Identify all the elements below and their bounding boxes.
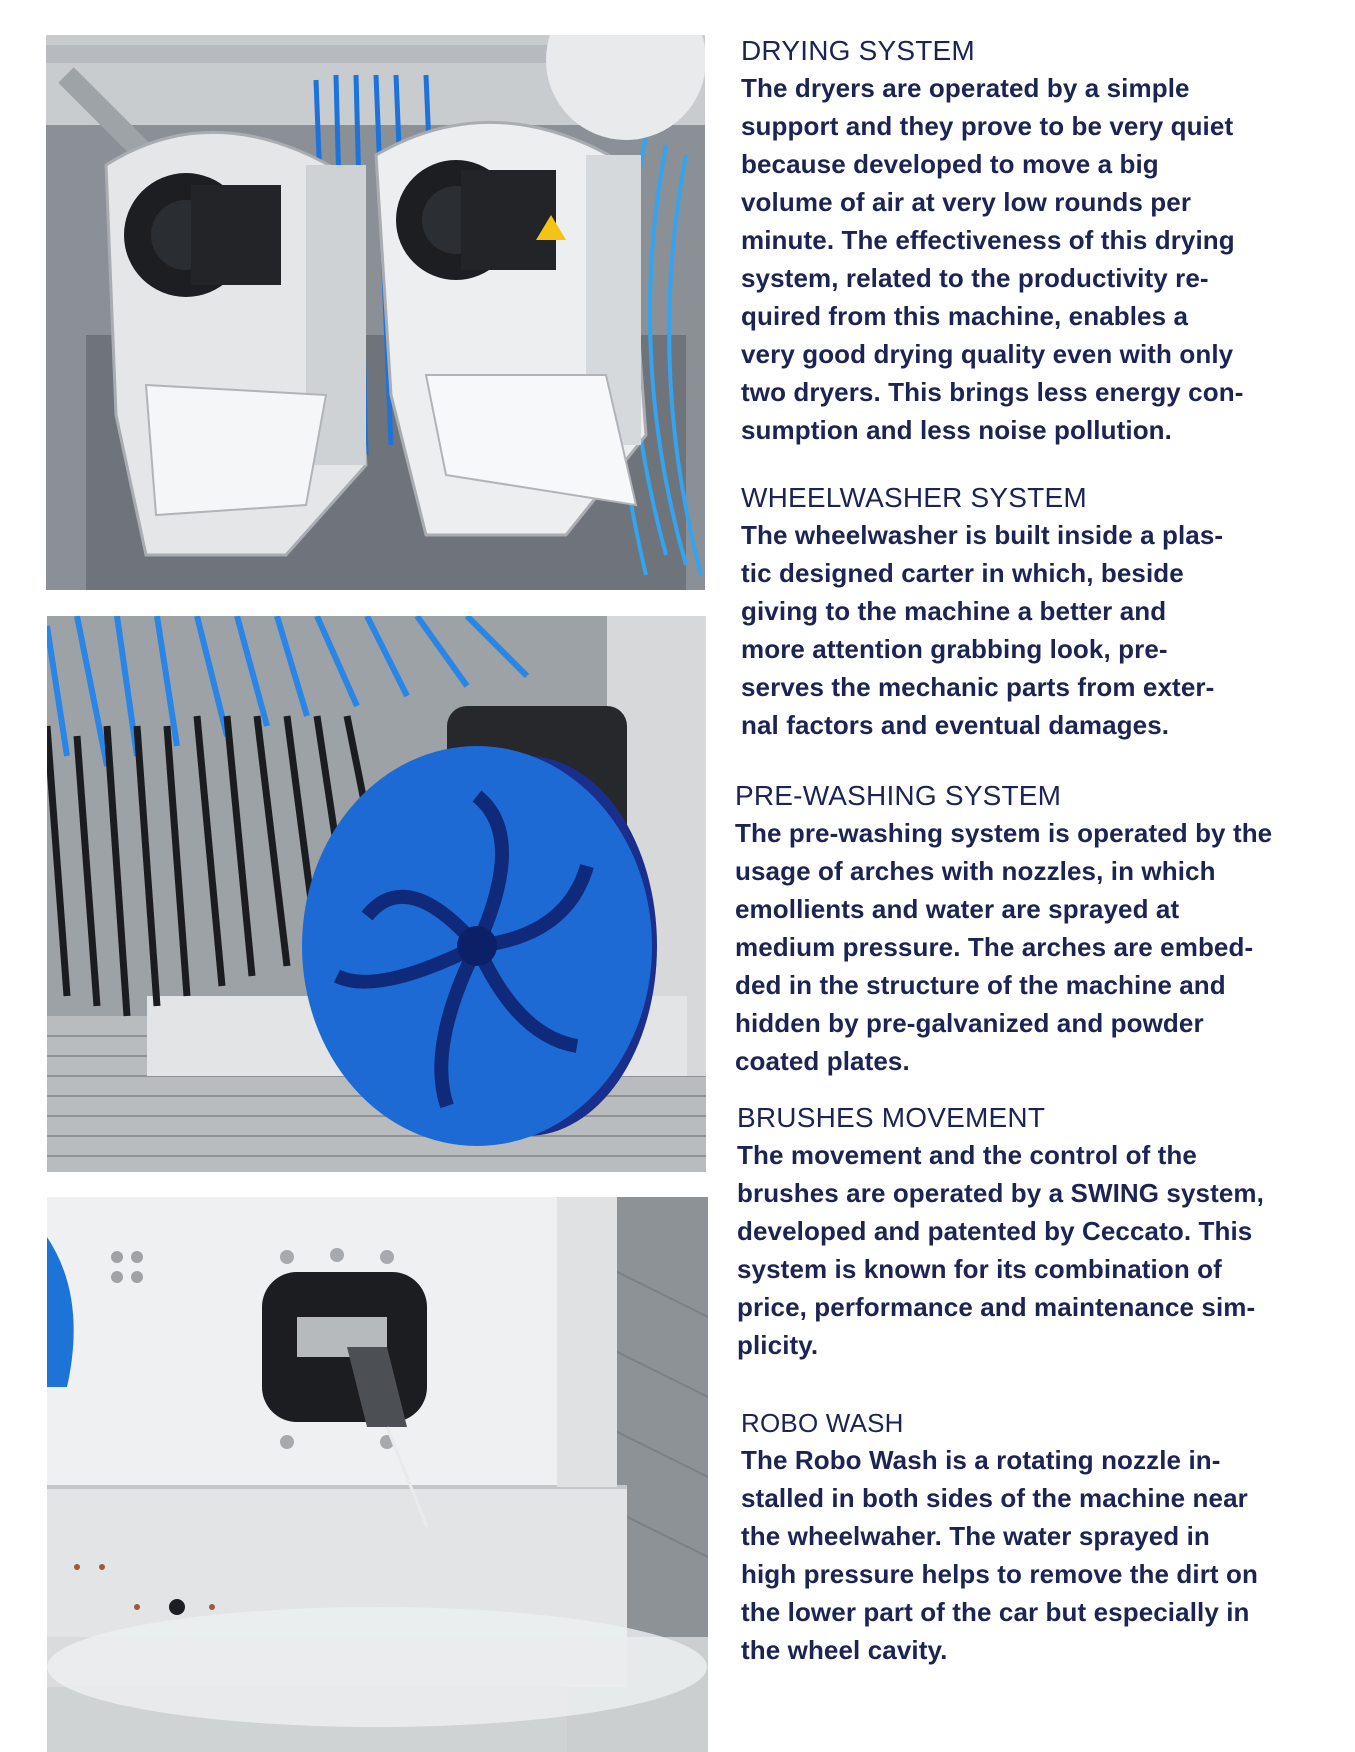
drying-system-heading: DRYING SYSTEM [741, 35, 975, 66]
brush-photo [47, 616, 706, 1172]
drying-system-body: The dryers are operated by a simple support and they prove to be very quiet because developed to move a big volume of air at very low rounds per minute. The effectiveness of this drying system, related to the productivity re- quired from this machine, enables a very good drying quality even with only two dryers. This brings less energy con- sumption and less noise pollution. [741, 73, 1244, 445]
brushes-movement-heading: BRUSHES MOVEMENT [737, 1102, 1046, 1133]
robo-wash-nozzle-photo-icon [47, 1197, 708, 1752]
section-wheelwasher-system [741, 480, 1223, 744]
wheel-brush-photo-icon [47, 616, 706, 1172]
dryers-photo [46, 35, 705, 590]
dryer-fans-photo-icon [46, 35, 705, 590]
brushes-movement-body: The movement and the control of the brushes are operated by a SWING system, developed and patented by Ceccato. This system is known for its combination of price, performance and maintenance sim- plicity. [737, 1140, 1264, 1360]
section-drying-system [741, 33, 1243, 449]
prewashing-system-heading: PRE-WASHING SYSTEM [735, 780, 1062, 811]
nozzle-photo [47, 1197, 708, 1752]
section-robo-wash [741, 1405, 1258, 1669]
robo-wash-body: The Robo Wash is a rotating nozzle in- stalled in both sides of the machine near the wheelwaher. The water sprayed in high pressure helps to remove the dirt on the lower part of the car but especially in the wheel cavity. [741, 1445, 1258, 1665]
section-brushes-movement [737, 1100, 1264, 1364]
section-prewashing-system [735, 778, 1272, 1080]
robo-wash-heading: ROBO WASH [741, 1408, 904, 1438]
prewashing-system-body: The pre-washing system is operated by the usage of arches with nozzles, in which emollients and water are sprayed at medium pressure. The arches are embed- ded in the structure of the machine and hidden by pre-galvanized and powder coated plates. [735, 818, 1273, 1076]
wheelwasher-system-heading: WHEELWASHER SYSTEM [741, 482, 1087, 513]
wheelwasher-system-body: The wheelwasher is built inside a plas- tic designed carter in which, beside giving to the machine a better and more attention grabbing look, pre- serves the mechanic parts from exter- nal factors and eventual damages. [741, 520, 1224, 740]
